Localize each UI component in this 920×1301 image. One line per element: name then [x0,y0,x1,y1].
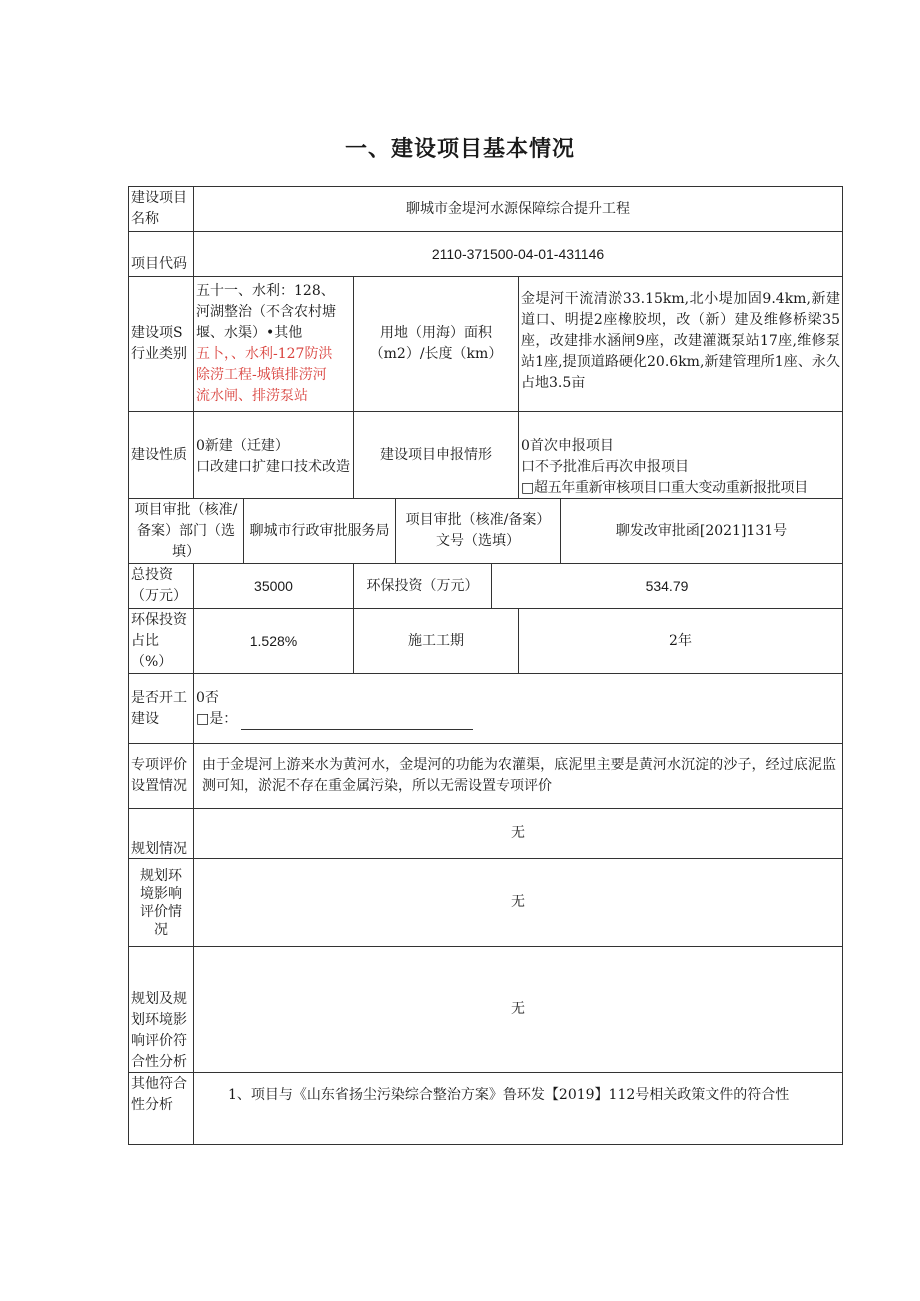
env-ratio-label: 环保投资占比（%） [128,608,194,674]
approval-doc-value: 聊发改审批函[2021]131号 [560,498,843,564]
started-blank-underline [241,713,473,730]
category-red-line: 五卜，、水利-127防洪 [196,346,333,362]
category-line: 五十一、水利：128、 [196,283,335,299]
planning-env-value: 无 [193,858,843,947]
nature-options [193,411,354,499]
planning-compliance-label: 规划及规划环境影响评价符合性分析 [128,946,194,1073]
nature-option-other: 口改建口扩建口技术改造 [196,459,350,475]
planning-value: 无 [193,808,843,859]
industry-label-line2: 行业类别 [131,346,187,362]
started-option-no: 0否 [196,689,219,706]
project-code-label: 项目代码 [128,231,194,277]
category-line: 河湖整治（不含农村塘 [196,304,336,320]
other-compliance-value: 1、项目与《山东省扬尘污染综合整治方案》鲁环发【2019】112号相关政策文件的符合性 [193,1072,843,1145]
declare-options [518,411,843,499]
env-ratio-value: 1.528% [193,608,354,674]
project-name-value: 聊城市金堤河水源保障综合提升工程 [193,186,843,232]
declare-label: 建设项目申报情形 [353,411,519,499]
total-investment-value: 35000 [193,563,354,609]
approval-doc-label: 项目审批（核准/备案）文号（选填） [395,498,561,564]
special-eval-label: 专项评价设置情况 [128,743,194,809]
period-value: 2年 [518,608,843,674]
industry-label-line1: 建设项S [131,325,183,341]
env-investment-value: 534.79 [491,563,843,609]
declare-option: □超五年重新审核项目口重大变动重新报批项目 [521,480,808,496]
category-red-line: 流水闸、排涝泵站 [196,388,308,404]
started-options [193,673,843,744]
started-option-yes: □是： [196,710,238,727]
industry-label [128,276,194,412]
env-investment-label: 环保投资（万元） [353,563,492,609]
approval-dept: 聊城市行政审批服务局 [243,498,396,564]
planning-compliance-value: 无 [193,946,843,1073]
area-label: 用地（用海）面积（m2）/长度（km） [353,276,519,412]
period-label: 施工工期 [353,608,519,674]
project-code-value: 2110-371500-04-01-431146 [193,231,843,277]
special-eval-value: 由于金堤河上游来水为黄河水，金堤河的功能为农灌渠，底泥里主要是黄河水沉淀的沙子，经过底泥监测可知，淤泥不存在重金属污染，所以无需设置专项评价 [193,743,843,809]
other-compliance-label: 其他符合性分析 [128,1072,194,1145]
declare-option: 口不予批准后再次申报项目 [521,459,689,475]
project-name-label: 建设项目名称 [128,186,194,232]
total-investment-label: 总投资（万元） [128,563,194,609]
category-line: 堰、水渠）•其他 [196,325,303,341]
nature-option-new: 0新建（迁建） [196,438,289,454]
started-label: 是否开工建设 [128,673,194,744]
area-value: 金堤河干流清淤33.15km,北小堤加固9.4km,新建道口、明提2座橡胶坝，改（新）建及维修桥梁35座，改建排水涵闸9座，改建灌溉泵站17座,维修泵站1座,提顶道路硬化20.6km,新建管理所1座、永久占地3.5亩 [518,276,843,412]
planning-env-label: 规划环境影响评价情况 [128,858,194,947]
declare-option: 0首次申报项目 [521,438,614,454]
page-title: 一、建设项目基本情况 [344,137,575,162]
approval-label: 项目审批（核准/备案）部门（选填） [128,498,244,564]
category-red-line: 除涝工程-城镇排涝河 [196,367,327,383]
nature-label: 建设性质 [128,411,194,499]
planning-label: 规划情况 [128,808,194,859]
industry-category [193,276,354,412]
